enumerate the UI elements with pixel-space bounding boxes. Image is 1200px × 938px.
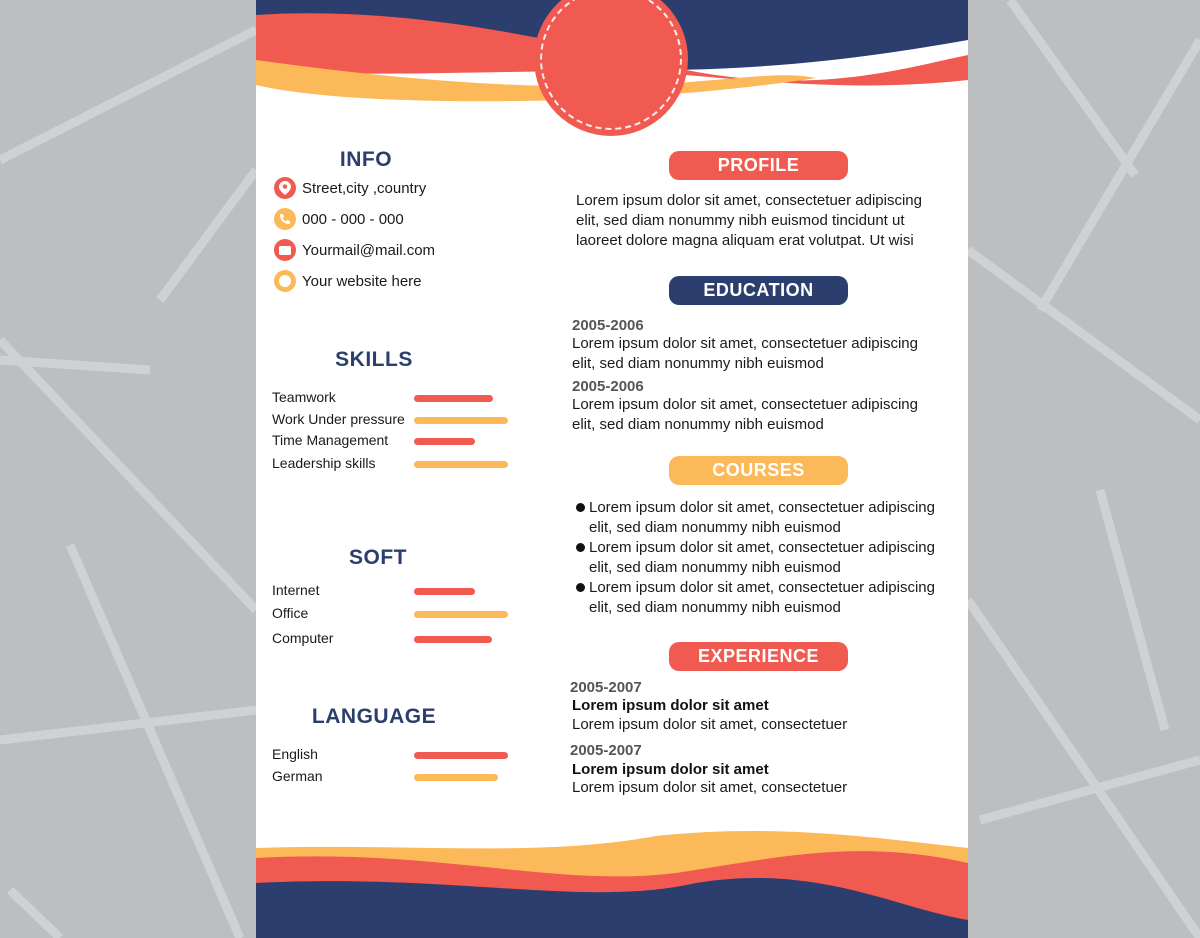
info-item-address	[274, 177, 426, 199]
skills-level-bar	[414, 417, 508, 424]
course-line: Lorem ipsum dolor sit amet, consectetuer adipiscing	[589, 539, 935, 556]
soft-level-track	[414, 611, 508, 618]
info-phone-text: 000 - 000 - 000	[302, 210, 404, 228]
language-level-bar	[414, 774, 498, 781]
bullet-icon	[576, 503, 585, 512]
skills-item	[272, 455, 512, 475]
bottom-wave-decoration	[256, 828, 968, 938]
language-item	[272, 768, 512, 788]
bullet-icon	[576, 543, 585, 552]
info-website-text: Your website here	[302, 272, 422, 290]
mail-icon	[274, 239, 296, 261]
info-item-email	[274, 239, 435, 261]
language-label: English	[272, 746, 318, 762]
bullet-icon	[576, 583, 585, 592]
experience-role: Lorem ipsum dolor sit amet	[572, 697, 769, 714]
skills-level-bar	[414, 395, 493, 402]
skills-level-track	[414, 417, 508, 424]
profile-line: Lorem ipsum dolor sit amet, consectetuer adipiscing	[576, 192, 922, 209]
soft-label: Internet	[272, 582, 320, 598]
language-level-track	[414, 752, 508, 759]
skills-level-bar	[414, 438, 475, 445]
course-line: Lorem ipsum dolor sit amet, consectetuer adipiscing	[589, 499, 935, 516]
language-level-track	[414, 774, 508, 781]
soft-label: Office	[272, 605, 309, 621]
info-title: INFO	[339, 148, 393, 171]
phone-icon	[274, 208, 296, 230]
course-item	[574, 498, 968, 538]
course-line: elit, sed diam nonummy nibh euismod	[589, 599, 841, 616]
course-item	[574, 538, 968, 578]
profile-line: laoreet dolore magna aliquam erat volutpat. Ut wisi	[576, 232, 914, 249]
skills-level-bar	[414, 461, 508, 468]
skills-label: Teamwork	[272, 389, 336, 405]
course-line: Lorem ipsum dolor sit amet, consectetuer adipiscing	[589, 579, 935, 596]
education-line: Lorem ipsum dolor sit amet, consectetuer adipiscing	[572, 335, 918, 352]
location-pin-icon	[274, 177, 296, 199]
info-item-phone	[274, 208, 404, 230]
skills-label: Leadership skills	[272, 455, 376, 471]
course-line: elit, sed diam nonummy nibh euismod	[589, 519, 841, 536]
soft-level-bar	[414, 611, 508, 618]
soft-item	[272, 582, 512, 602]
info-address-text: Street,city ,country	[302, 179, 427, 197]
soft-title: SOFT	[349, 546, 407, 569]
language-title: LANGUAGE	[311, 705, 437, 728]
education-line: Lorem ipsum dolor sit amet, consectetuer adipiscing	[572, 396, 918, 413]
experience-year: 2005-2007	[570, 679, 642, 696]
skills-level-track	[414, 461, 508, 468]
education-line: elit, sed diam nonummy nibh euismod	[572, 416, 824, 433]
skills-label: Work Under pressure	[272, 411, 405, 427]
skills-title: SKILLS	[335, 348, 413, 371]
experience-desc: Lorem ipsum dolor sit amet, consectetuer	[572, 779, 848, 796]
profile-text	[576, 191, 956, 251]
skills-item	[272, 411, 512, 431]
info-item-website	[274, 270, 422, 292]
course-line: elit, sed diam nonummy nibh euismod	[589, 559, 841, 576]
education-heading: EDUCATION	[669, 276, 848, 305]
education-line: elit, sed diam nonummy nibh euismod	[572, 355, 824, 372]
skills-level-track	[414, 395, 508, 402]
profile-photo-placeholder	[534, 0, 688, 136]
soft-label: Computer	[272, 630, 334, 646]
course-item	[574, 578, 968, 618]
education-year: 2005-2006	[572, 317, 644, 334]
profile-line: elit, sed diam nonummy nibh euismod tincidunt ut	[576, 212, 905, 229]
experience-heading: EXPERIENCE	[669, 642, 848, 671]
education-entry	[572, 334, 958, 374]
experience-year: 2005-2007	[570, 742, 642, 759]
skills-label: Time Management	[272, 432, 389, 448]
skills-item	[272, 432, 512, 452]
experience-desc: Lorem ipsum dolor sit amet, consectetuer	[572, 716, 848, 733]
info-email-text: Yourmail@mail.com	[302, 241, 436, 259]
soft-level-track	[414, 636, 508, 643]
soft-level-track	[414, 588, 508, 595]
profile-heading: PROFILE	[669, 151, 848, 180]
soft-item	[272, 630, 512, 650]
language-label: German	[272, 768, 323, 784]
education-entry	[572, 395, 958, 435]
soft-item	[272, 605, 512, 625]
skills-level-track	[414, 438, 508, 445]
language-level-bar	[414, 752, 508, 759]
soft-level-bar	[414, 636, 492, 643]
education-year: 2005-2006	[572, 378, 644, 395]
skills-item	[272, 389, 512, 409]
language-item	[272, 746, 512, 766]
courses-heading: COURSES	[669, 456, 848, 485]
soft-level-bar	[414, 588, 475, 595]
resume-page	[256, 0, 968, 938]
experience-role: Lorem ipsum dolor sit amet	[572, 761, 769, 778]
globe-icon	[274, 270, 296, 292]
